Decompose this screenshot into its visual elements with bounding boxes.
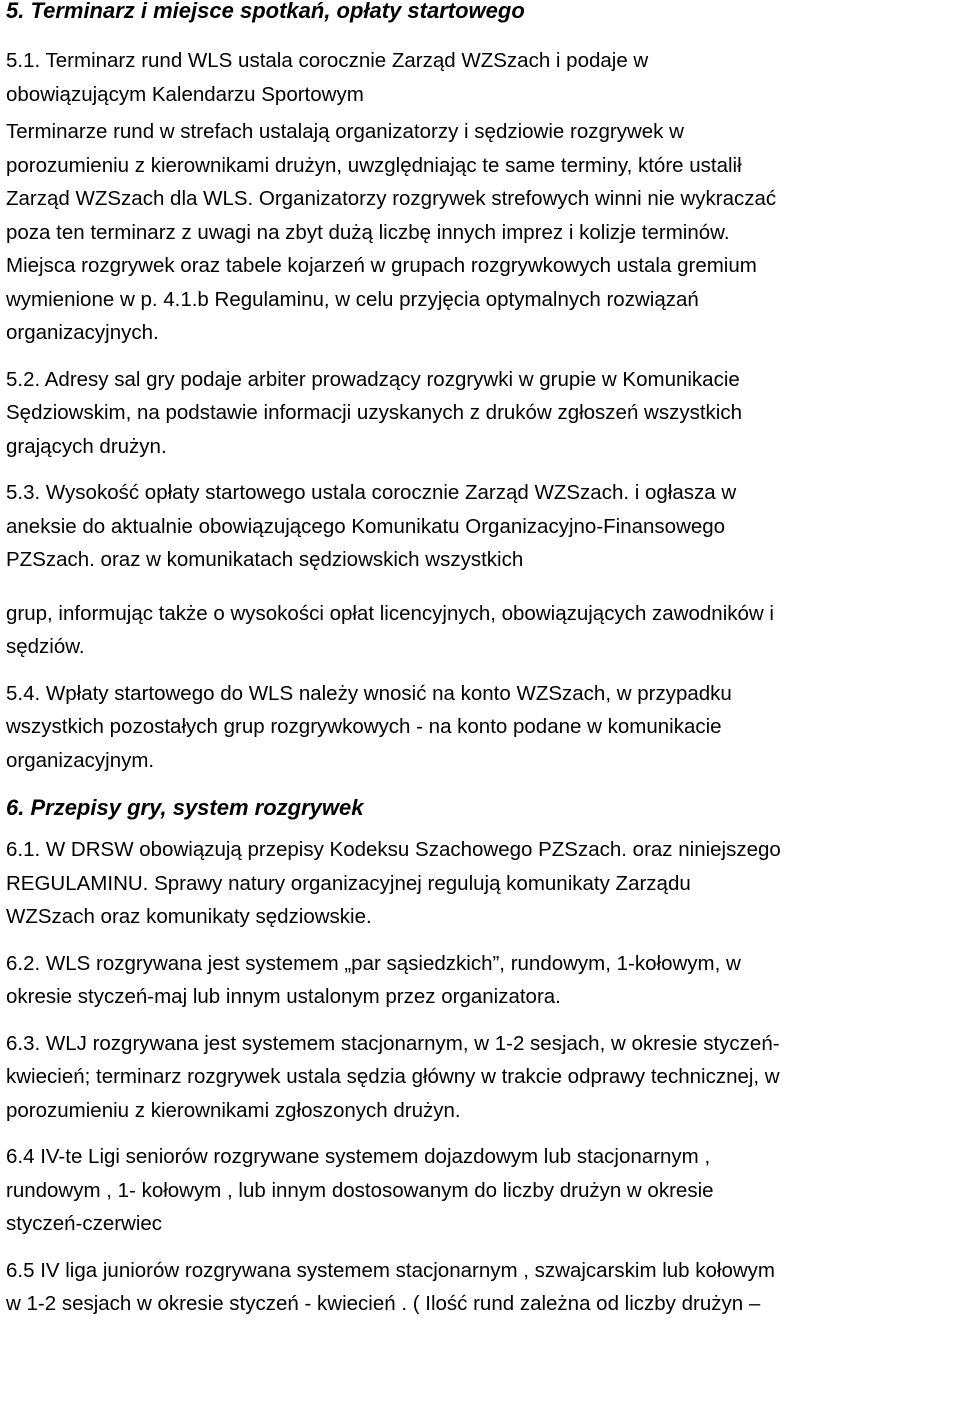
paragraph-6-2 <box>6 947 958 1014</box>
text-line: 5.4. Wpłaty startowego do WLS należy wnosić na konto WZSzach, w przypadku <box>6 681 732 705</box>
section-6-heading: 6. Przepisy gry, system rozgrywek <box>6 795 364 820</box>
text-line: 6.1. W DRSW obowiązują przepisy Kodeksu Szachowego PZSzach. oraz niniejszego <box>6 838 781 861</box>
text-line: wszystkich pozostałych grup rozgrywkowych - na konto podane w komunikacie <box>6 715 722 738</box>
text-line: okresie styczeń-maj lub innym ustalonym przez organizatora. <box>6 985 561 1008</box>
paragraph-5-2 <box>6 363 958 464</box>
text-line: REGULAMINU. Sprawy natury organizacyjnej regulują komunikaty Zarządu <box>6 871 691 895</box>
text-line: 6.4 IV-te Ligi seniorów rozgrywane systemem dojazdowym lub stacjonarnym , <box>6 1145 711 1168</box>
text-line: obowiązującym Kalendarzu Sportowym <box>6 82 364 106</box>
text-line: aneksie do aktualnie obowiązującego Komunikatu Organizacyjno-Finansowego <box>6 514 726 538</box>
paragraph-5-4 <box>6 677 958 778</box>
text-line: kwiecień; terminarz rozgrywek ustala sędzia główny w trakcie odprawy technicznej, w <box>6 1065 780 1088</box>
text-line: organizacyjnym. <box>6 748 155 772</box>
paragraph-6-4 <box>6 1140 958 1241</box>
text-line: Terminarze rund w strefach ustalają organizatorzy i sędziowie rozgrywek w <box>6 120 684 143</box>
paragraph-5-3-continued <box>6 597 958 664</box>
paragraph-6-5 <box>6 1254 958 1321</box>
text-line: 5.3. Wysokość opłaty startowego ustala corocznie Zarząd WZSzach. i ogłasza w <box>6 481 737 504</box>
text-line: styczeń-czerwiec <box>6 1212 163 1235</box>
text-line: grup, informując także o wysokości opłat licencyjnych, obowiązujących zawodników i <box>6 601 774 625</box>
paragraph-5-3 <box>6 476 958 577</box>
document-page <box>6 0 958 1321</box>
text-line: porozumieniu z kierownikami zgłoszonych drużyn. <box>6 1098 461 1122</box>
text-line: rundowym , 1- kołowym , lub innym dostosowanym do liczby drużyn w okresie <box>6 1178 714 1202</box>
text-line: 6.5 IV liga juniorów rozgrywana systemem stacjonarnym , szwajcarskim lub kołowym <box>6 1258 776 1282</box>
text-line: w 1-2 sesjach w okresie styczeń - kwiecień . ( Ilość rund zależna od liczby drużyn – <box>6 1292 761 1315</box>
text-line: porozumieniu z kierownikami drużyn, uwzględniając te same terminy, które ustalił <box>6 153 742 177</box>
paragraph-5-1-schedule <box>6 115 958 350</box>
text-line: Miejsca rozgrywek oraz tabele kojarzeń w grupach rozgrywkowych ustala gremium <box>6 254 757 277</box>
text-line: WZSzach oraz komunikaty sędziowskie. <box>6 905 372 928</box>
text-line: sędziów. <box>6 635 85 658</box>
text-line: PZSzach. oraz w komunikatach sędziowskich wszystkich <box>6 548 524 571</box>
section-5-heading: 5. Terminarz i miejsce spotkań, opłaty startowego <box>6 0 525 23</box>
text-line: 5.1. Terminarz rund WLS ustala corocznie Zarząd WZSzach i podaje w <box>6 49 649 72</box>
paragraph-5-1 <box>6 44 958 111</box>
paragraph-6-1 <box>6 833 958 934</box>
paragraph-6-3 <box>6 1027 958 1128</box>
text-line: Sędziowskim, na podstawie informacji uzyskanych z druków zgłoszeń wszystkich <box>6 401 743 424</box>
text-line: 6.3. WLJ rozgrywana jest systemem stacjonarnym, w 1-2 sesjach, w okresie styczeń- <box>6 1031 780 1055</box>
text-line: organizacyjnych. <box>6 321 159 344</box>
text-line: wymienione w p. 4.1.b Regulaminu, w celu przyjęcia optymalnych rozwiązań <box>6 287 699 311</box>
text-line: 6.2. WLS rozgrywana jest systemem „par sąsiedzkich”, rundowym, 1-kołowym, w <box>6 951 741 975</box>
text-line: grających drużyn. <box>6 434 167 458</box>
text-line: 5.2. Adresy sal gry podaje arbiter prowadzący rozgrywki w grupie w Komunikacie <box>6 367 740 391</box>
text-line: poza ten terminarz z uwagi na zbyt dużą liczbę innych imprez i kolizje terminów. <box>6 220 730 244</box>
text-line: Zarząd WZSzach dla WLS. Organizatorzy rozgrywek strefowych winni nie wykraczać <box>6 187 777 210</box>
